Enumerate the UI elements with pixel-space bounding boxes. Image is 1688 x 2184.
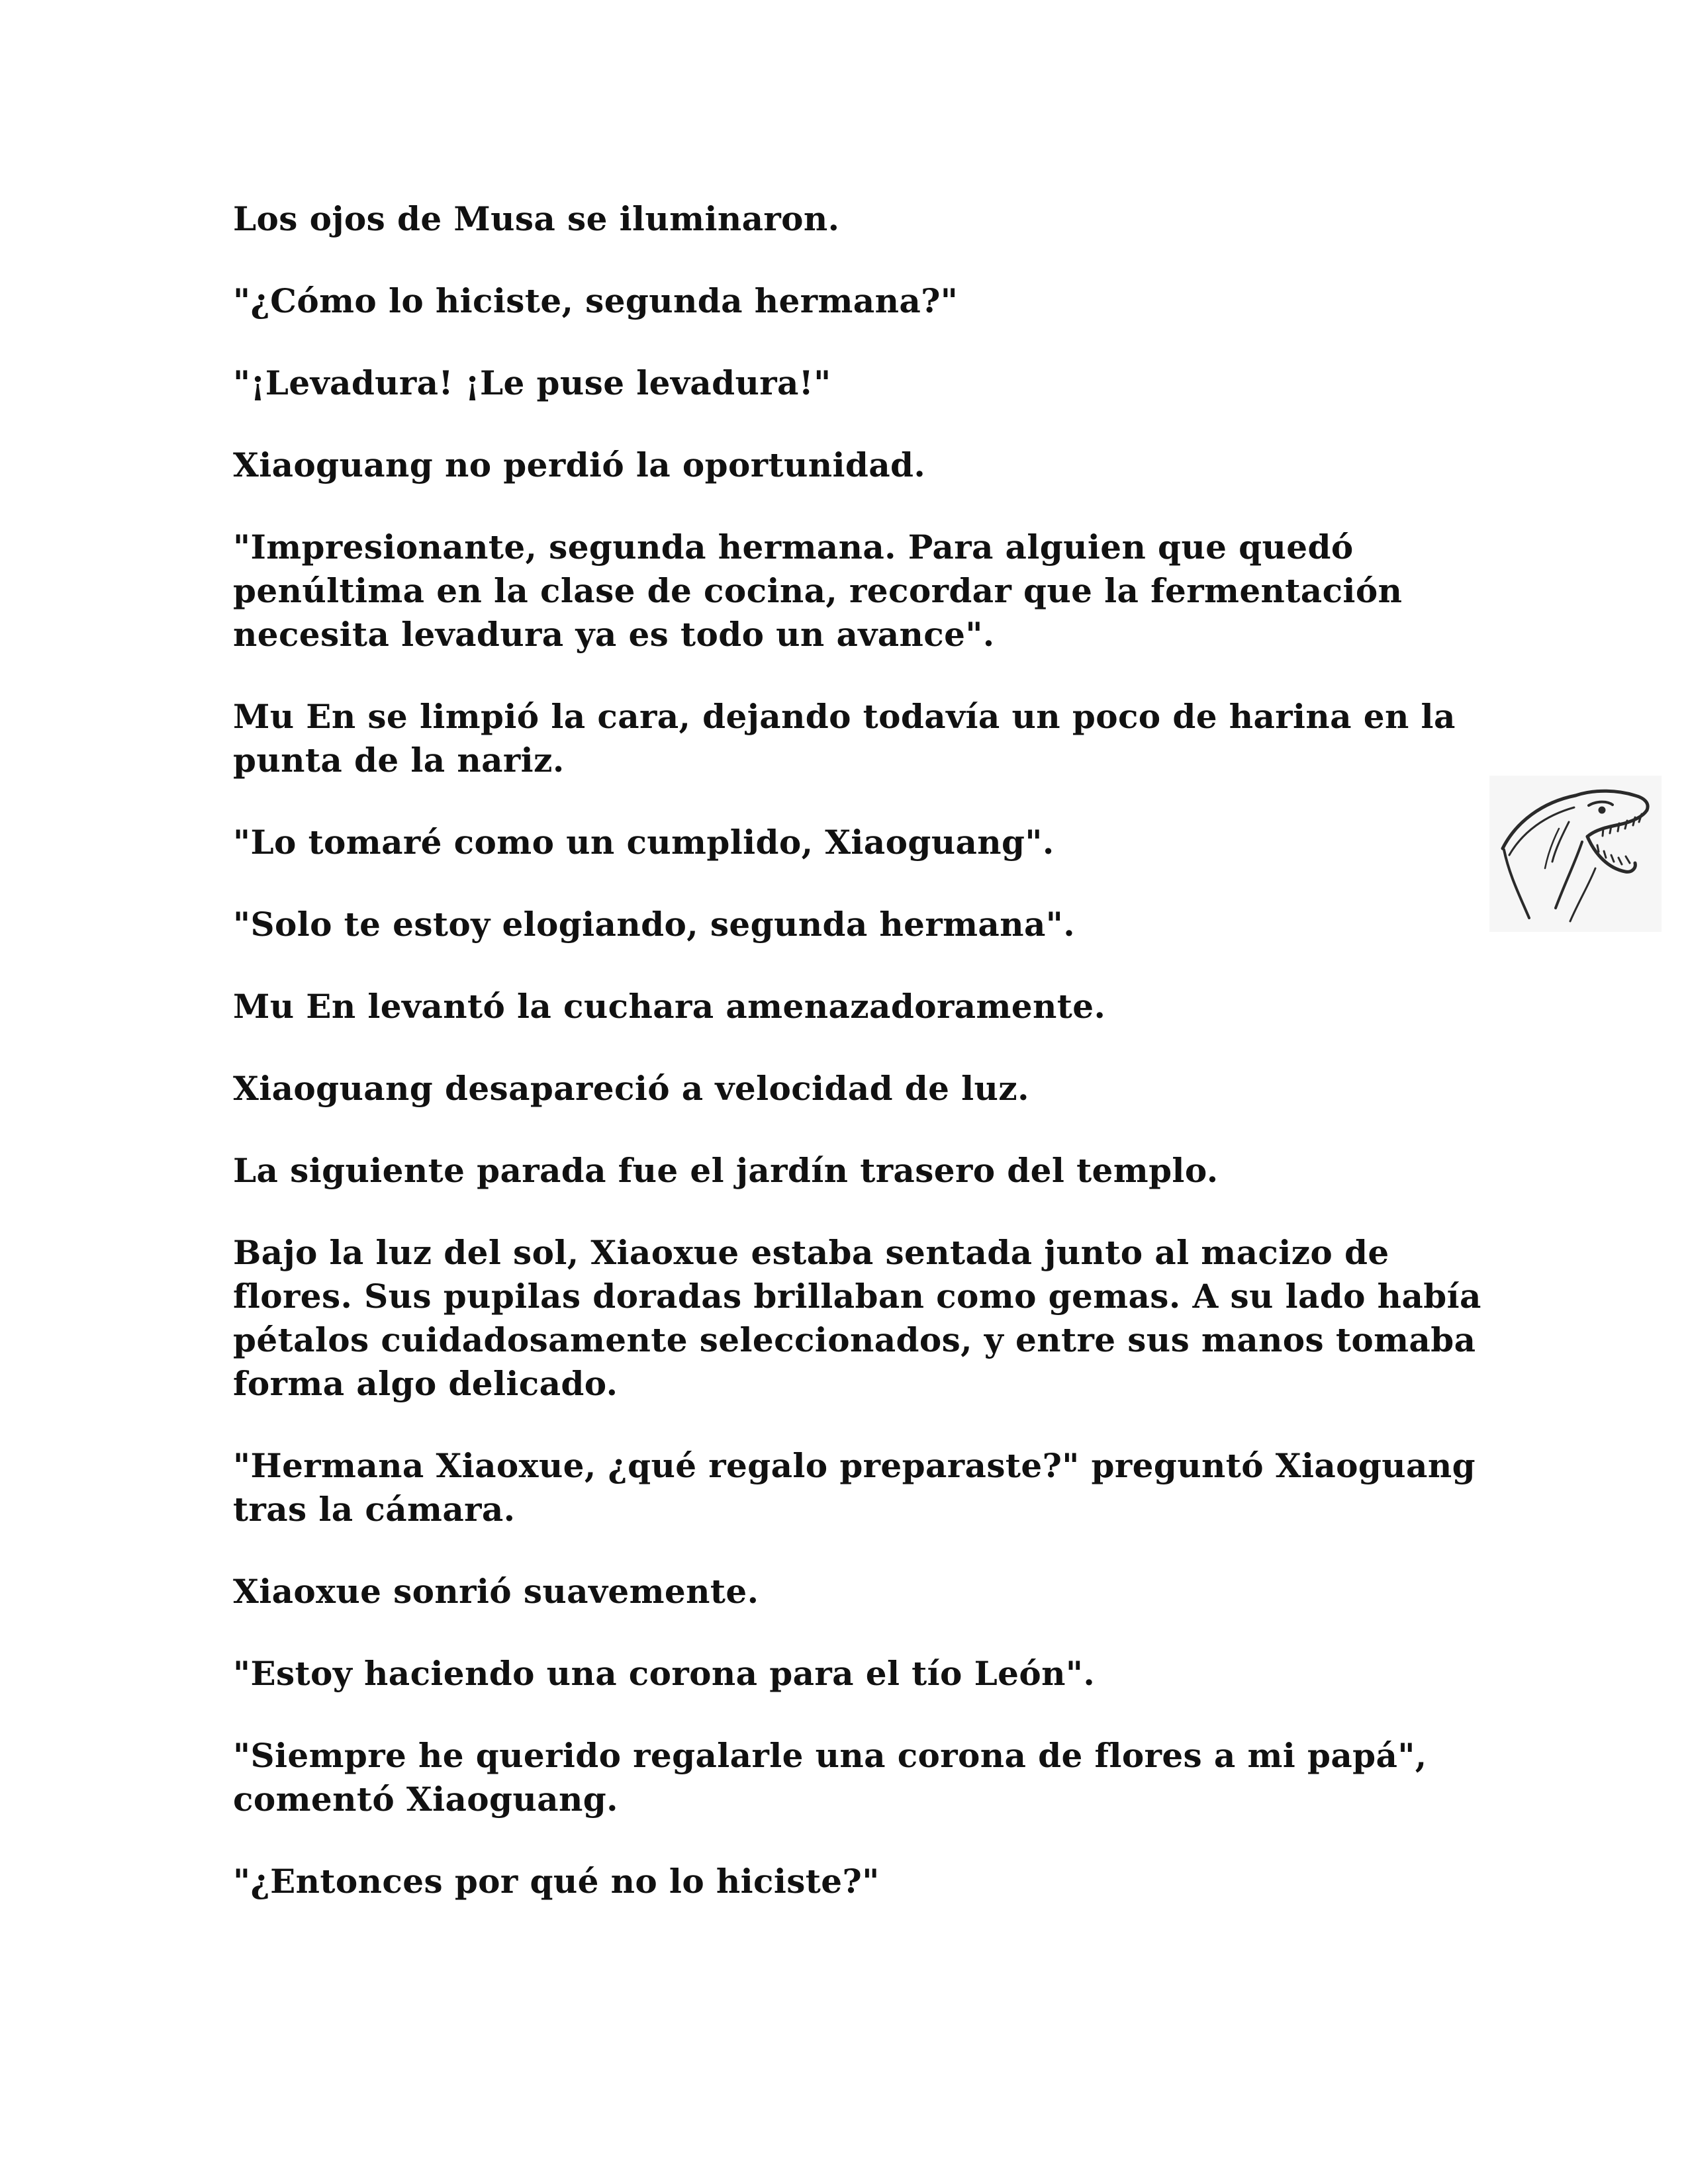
paragraph: "Solo te estoy elogiando, segunda hermana". — [233, 905, 1076, 944]
paragraph: Xiaoguang desapareció a velocidad de luz. — [233, 1069, 1029, 1108]
paragraph: "¿Entonces por qué no lo hiciste?" — [233, 1862, 880, 1901]
paragraph: Mu En levantó la cuchara amenazadoramente. — [233, 987, 1106, 1026]
paragraph: Mu En se limpió la cara, dejando todavía un poco de harina en la punta de la nariz. — [233, 697, 1456, 780]
paragraph: "Siempre he querido regalarle una corona de flores a mi papá", comentó Xiaoguang. — [233, 1736, 1427, 1819]
story-text — [233, 197, 1491, 1903]
paragraph: "¡Levadura! ¡Le puse levadura!" — [233, 363, 831, 402]
paragraph: La siguiente parada fue el jardín trasero del templo. — [233, 1151, 1219, 1190]
paragraph: Los ojos de Musa se iluminaron. — [233, 199, 840, 238]
paragraph: "Lo tomaré como un cumplido, Xiaoguang". — [233, 823, 1055, 862]
paragraph: "¿Cómo lo hiciste, segunda hermana?" — [233, 281, 959, 320]
paragraph: "Hermana Xiaoxue, ¿qué regalo preparaste?" preguntó Xiaoguang tras la cámara. — [233, 1446, 1476, 1529]
paragraph: Xiaoguang no perdió la oportunidad. — [233, 445, 926, 484]
dinosaur-head-sketch-icon — [1489, 776, 1662, 932]
paragraph: "Impresionante, segunda hermana. Para alguien que quedó penúltima en la clase de cocina, recordar que la fermentación necesita levadura ya es todo un avance". — [233, 527, 1403, 654]
paragraph: Xiaoxue sonrió suavemente. — [233, 1572, 759, 1611]
paragraph: Bajo la luz del sol, Xiaoxue estaba sentada junto al macizo de flores. Sus pupilas doradas brillaban como gemas. A su lado había pétalos cuidadosamente seleccionados, y entre sus manos tomaba forma algo delicado. — [233, 1233, 1481, 1403]
paragraph: "Estoy haciendo una corona para el tío León". — [233, 1654, 1096, 1693]
